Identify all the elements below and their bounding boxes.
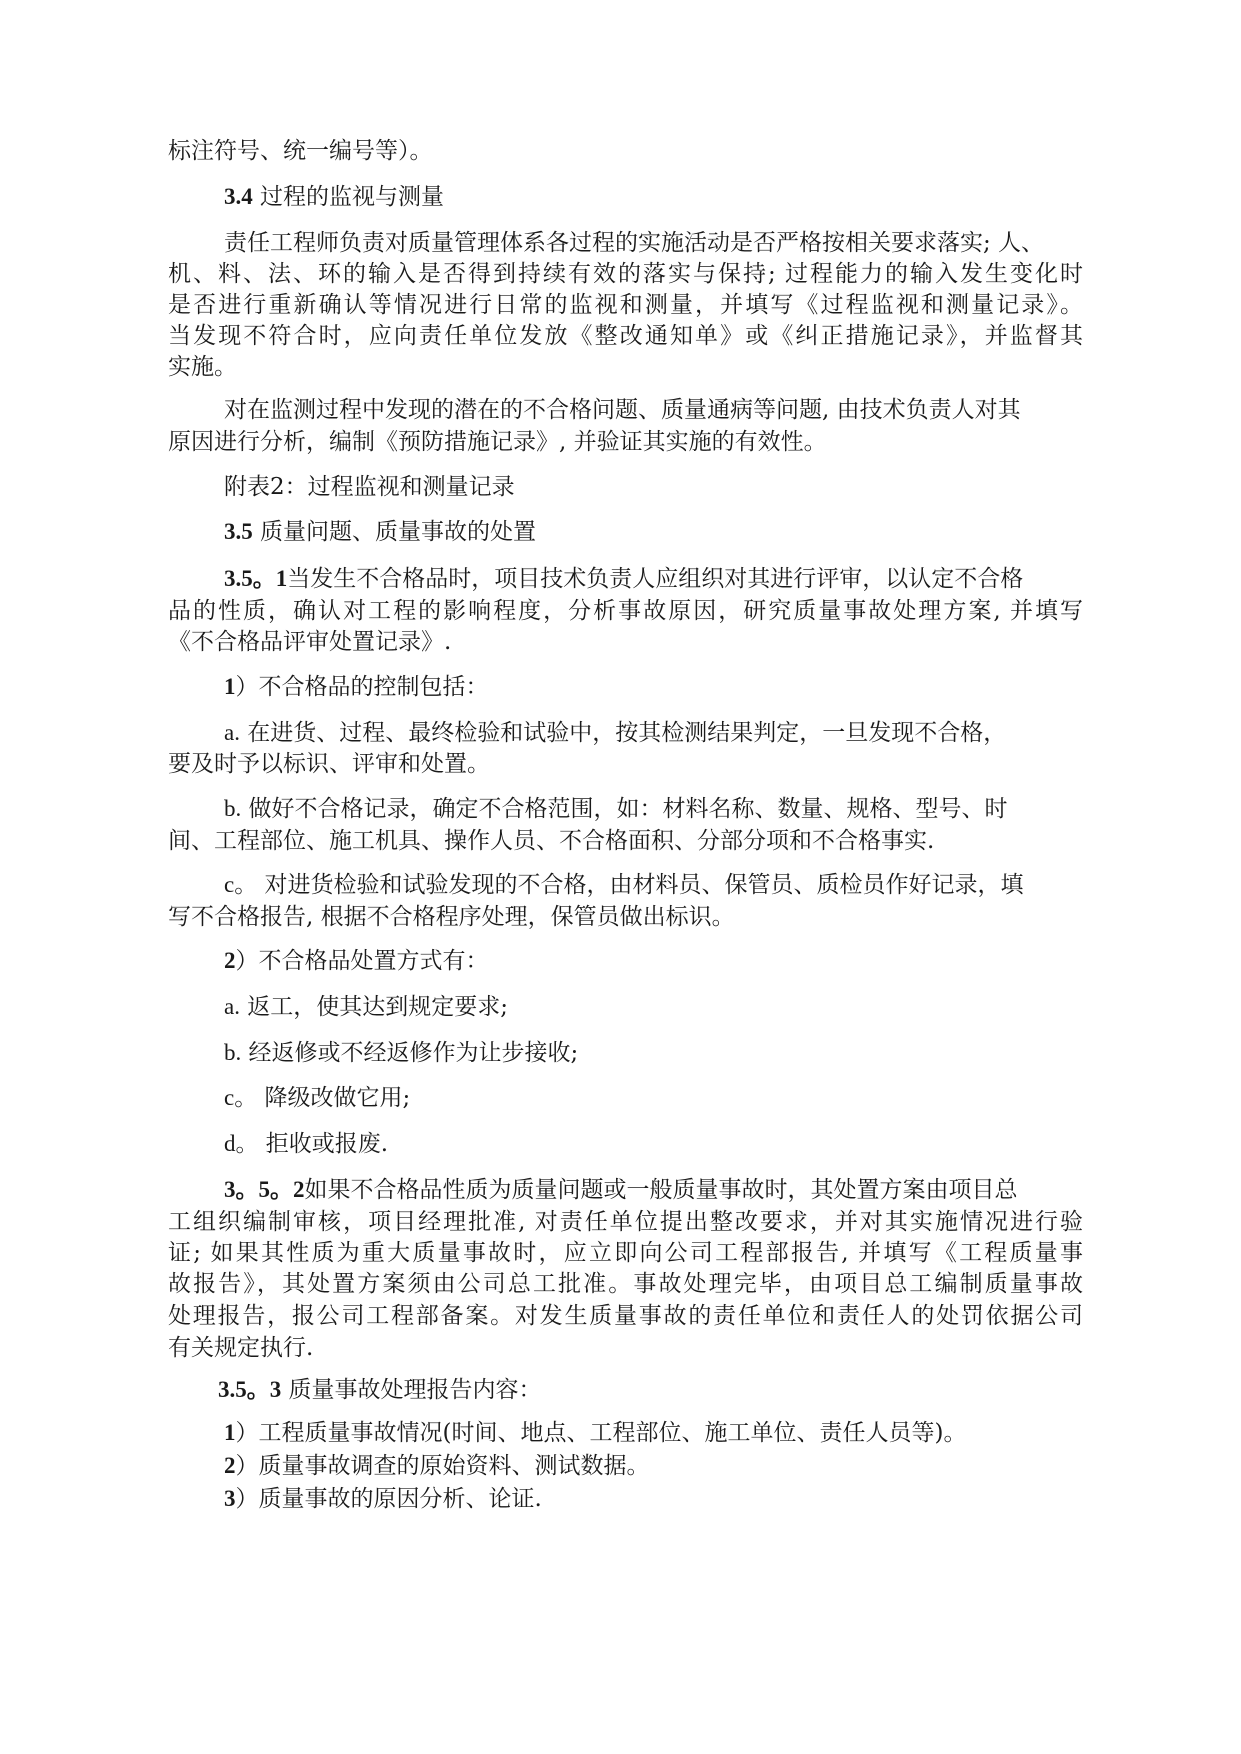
list-heading: 1）不合格品的控制包括： xyxy=(224,674,489,700)
paragraph-line: 机、料、法、环的输入是否得到持续有效的落实与保持; 过程能力的输入发生变化时 xyxy=(168,261,1083,287)
table-reference: 附表2：过程监视和测量记录 xyxy=(224,474,515,500)
list-item: 写不合格报告, 根据不合格程序处理，保管员做出标识。 xyxy=(168,904,735,930)
paragraph-line: 3。5。2如果不合格品性质为质量问题或一般质量事故时，其处置方案由项目总 xyxy=(224,1177,1018,1203)
list-item: b. 经返修或不经返修作为让步接收; xyxy=(224,1040,579,1066)
paragraph-line: 实施。 xyxy=(168,354,237,380)
list-item: a. 返工，使其达到规定要求; xyxy=(224,994,509,1020)
list-item: c。 降级改做它用; xyxy=(224,1085,411,1111)
list-item: 间、工程部位、施工机具、操作人员、不合格面积、分部分项和不合格事实. xyxy=(168,828,935,854)
paragraph-line: 证; 如果其性质为重大质量事故时，应立即向公司工程部报告, 并填写《工程质量事 xyxy=(168,1240,1083,1266)
list-item: 1）工程质量事故情况(时间、地点、工程部位、施工单位、责任人员等)。 xyxy=(224,1420,967,1446)
list-item: 3）质量事故的原因分析、论证. xyxy=(224,1486,542,1512)
list-item: d。 拒收或报废. xyxy=(224,1131,389,1157)
paragraph-line: 对在监测过程中发现的潜在的不合格问题、质量通病等问题, 由技术负责人对其 xyxy=(224,397,1021,423)
list-heading: 2）不合格品处置方式有： xyxy=(224,948,489,974)
paragraph-line: 3.5。1当发生不合格品时，项目技术负责人应组织对其进行评审，以认定不合格 xyxy=(224,566,1024,592)
paragraph-line: 故报告》，其处置方案须由公司总工批准。事故处理完毕，由项目总工编制质量事故 xyxy=(168,1271,1083,1297)
list-item: a. 在进货、过程、最终检验和试验中，按其检测结果判定，一旦发现不合格， xyxy=(224,720,1007,746)
paragraph-line: 处理报告，报公司工程部备案。对发生质量事故的责任单位和责任人的处罚依据公司 xyxy=(168,1303,1083,1329)
paragraph-line: 品的性质，确认对工程的影响程度，分析事故原因，研究质量事故处理方案, 并填写 xyxy=(168,598,1083,624)
paragraph-line: 是否进行重新确认等情况进行日常的监视和测量，并填写《过程监视和测量记录》。 xyxy=(168,292,1083,318)
paragraph-line: 有关规定执行. xyxy=(168,1335,314,1361)
section-heading: 3.5。3 质量事故处理报告内容： xyxy=(218,1377,542,1403)
text-line: 标注符号、统一编号等）。 xyxy=(168,138,433,164)
list-item: 要及时予以标识、评审和处置。 xyxy=(168,751,490,777)
paragraph-line: 责任工程师负责对质量管理体系各过程的实施活动是否严格按相关要求落实; 人、 xyxy=(224,230,1045,256)
section-heading: 3.5 质量问题、质量事故的处置 xyxy=(224,519,537,545)
paragraph-line: 当发现不符合时，应向责任单位发放《整改通知单》或《纠正措施记录》，并监督其 xyxy=(168,323,1083,349)
list-item: b. 做好不合格记录，确定不合格范围，如：材料名称、数量、规格、型号、时 xyxy=(224,796,1008,822)
paragraph-line: 工组织编制审核，项目经理批准, 对责任单位提出整改要求，并对其实施情况进行验 xyxy=(168,1209,1083,1235)
paragraph-line: 原因进行分析，编制《预防措施记录》, 并验证其实施的有效性。 xyxy=(168,429,827,455)
list-item: c。 对进货检验和试验发现的不合格，由材料员、保管员、质检员作好记录，填 xyxy=(224,872,1024,898)
section-heading: 3.4 过程的监视与测量 xyxy=(224,184,445,210)
paragraph-line: 《不合格品评审处置记录》. xyxy=(168,629,452,655)
list-item: 2）质量事故调查的原始资料、测试数据。 xyxy=(224,1453,650,1479)
